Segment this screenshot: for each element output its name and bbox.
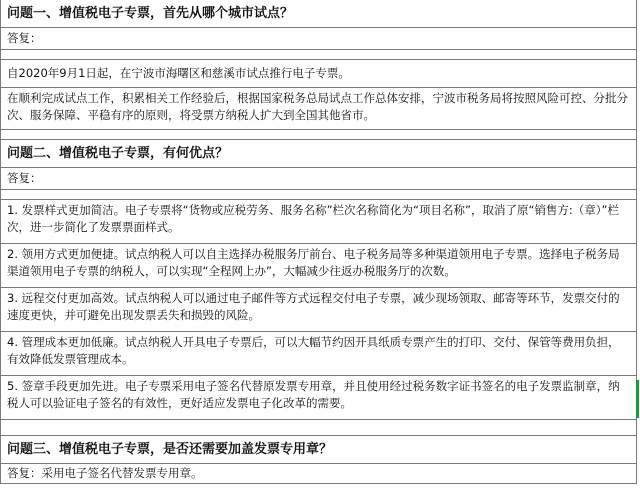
spacer-row [1, 420, 636, 436]
selected-cell-edge-marker [636, 380, 639, 418]
spacer-row [1, 190, 636, 200]
spacer-row [1, 130, 636, 140]
question-2-answer-label: 答复： [1, 168, 636, 190]
advantage-item-4: 4. 管理成本更加低廉。试点纳税人开具电子专票后，可以大幅节约因开具纸质专票产生的打印、交付、保管等费用负担，有效降低发票管理成本。 [1, 332, 636, 376]
question-1-answer-paragraph-1: 自2020年9月1日起，在宁波市海曙区和慈溪市试点推行电子专票。 [1, 60, 636, 88]
question-1-answer-label: 答复： [1, 28, 636, 50]
question-1-answer-paragraph-2: 在顺利完成试点工作，积累相关工作经验后，根据国家税务总局试点工作总体安排，宁波市税务局将按照风险可控、分批分次、服务保障、平稳有序的原则，将受票方纳税人扩大到全国其他省市。 [1, 88, 636, 130]
spacer-row [1, 50, 636, 60]
question-3-answer: 答复：采用电子签名代替发票专用章。 [1, 464, 636, 484]
advantage-item-1: 1. 发票样式更加简洁。电子专票将“货物或应税劳务、服务名称”栏次名称简化为“项目名称”，取消了原“销售方:（章）”栏次，进一步简化了发票票面样式。 [1, 200, 636, 244]
question-2-title: 问题二、增值税电子专票，有何优点？ [1, 140, 636, 168]
question-1-title: 问题一、增值税电子专票，首先从哪个城市试点？ [1, 0, 636, 28]
question-3-title: 问题三、增值税电子专票，是否还需要加盖发票专用章？ [1, 436, 636, 464]
advantage-item-2: 2. 领用方式更加便捷。试点纳税人可以自主选择办税服务厅前台、电子税务局等多种渠道领用电子专票。选择电子税务局渠道领用电子专票的纳税人，可以实现“全程网上办”，大幅减少往返办税服务厅的次数。 [1, 244, 636, 288]
advantage-item-5: 5. 签章手段更加先进。电子专票采用电子签名代替原发票专用章，并且使用经过税务数字证书签名的电子发票监制章，纳税人可以验证电子签名的有效性，更好适应发票电子化改革的需要。 [1, 376, 636, 420]
advantage-item-3: 3. 远程交付更加高效。试点纳税人可以通过电子邮件等方式远程交付电子专票，减少现场领取、邮寄等环节，发票交付的速度更快，并可避免出现发票丢失和损毁的风险。 [1, 288, 636, 332]
